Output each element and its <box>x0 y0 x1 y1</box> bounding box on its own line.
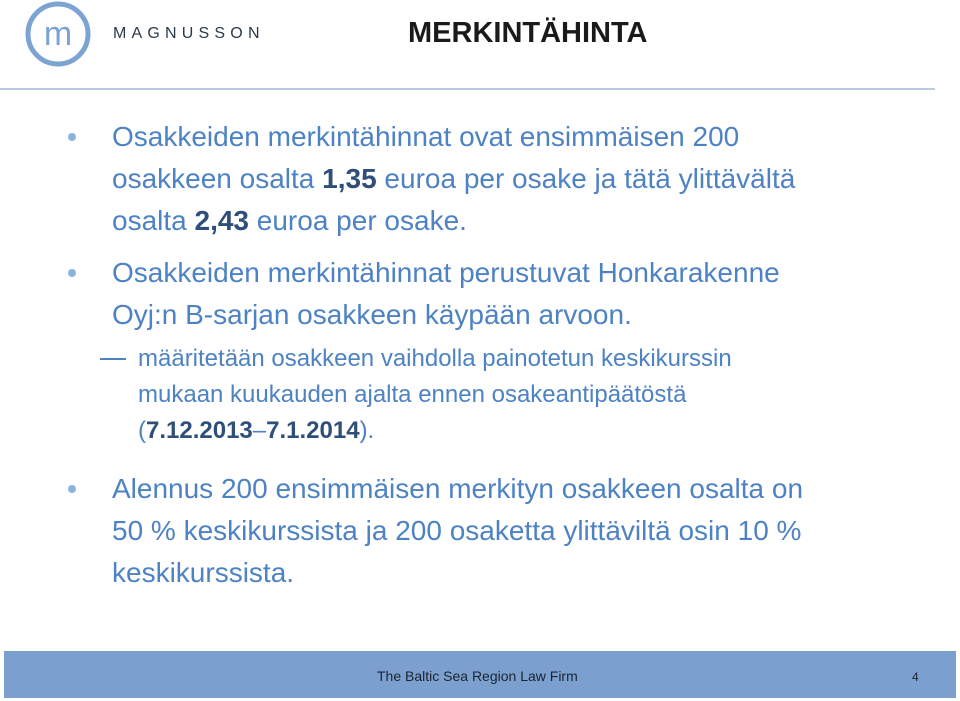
sub-bullet-period <box>138 341 898 449</box>
bullet-dot-icon <box>68 133 76 141</box>
bullet-line: Alennus 200 ensimmäisen merkityn osakkeen osalta on <box>112 473 804 504</box>
bullet-line: Osakkeiden merkintähinnat perustuvat Honkarakenne <box>112 257 780 288</box>
bullet-line: Osakkeiden merkintähinnat ovat ensimmäisen 200 <box>112 121 740 152</box>
footer-tagline: The Baltic Sea Region Law Firm <box>377 668 578 684</box>
bullet-line: osakkeen osalta 1,35 euroa per osake ja tätä ylittävältä <box>112 163 796 194</box>
period-start: 7.12.2013 <box>146 417 253 444</box>
bullet-line: (7.12.2013–7.1.2014). <box>138 417 375 444</box>
logo-letter: m <box>43 15 73 53</box>
bullet-basis <box>112 252 912 336</box>
header-divider <box>0 88 935 90</box>
period-end: 7.1.2014 <box>266 417 360 444</box>
bullet-line: määritetään osakkeen vaihdolla painotetun keskikurssin <box>138 345 732 372</box>
bullet-line: 50 % keskikurssista ja 200 osaketta ylittäviltä osin 10 % <box>112 515 802 546</box>
bullet-line: keskikurssista. <box>112 557 295 588</box>
bullet-line: mukaan kuukauden ajalta ennen osakeantipäätöstä <box>138 381 687 408</box>
bullet-dot-icon <box>68 485 76 493</box>
company-name: MAGNUSSON <box>113 25 265 42</box>
price-first: 1,35 <box>322 163 377 194</box>
logo-circle-icon <box>25 1 91 67</box>
bullet-discount <box>112 468 912 594</box>
page-title: MERKINTÄHINTA <box>408 17 648 49</box>
company-logo <box>25 4 265 64</box>
sub-bullet-dash-icon <box>100 358 126 360</box>
bullet-dot-icon <box>68 269 76 277</box>
price-rest: 2,43 <box>194 205 249 236</box>
bullet-line: Oyj:n B-sarjan osakkeen käypään arvoon. <box>112 299 632 330</box>
bullet-line: osalta 2,43 euroa per osake. <box>112 205 467 236</box>
bullet-price <box>112 116 912 242</box>
footer-bar <box>4 651 956 698</box>
page-number: 4 <box>912 670 919 684</box>
